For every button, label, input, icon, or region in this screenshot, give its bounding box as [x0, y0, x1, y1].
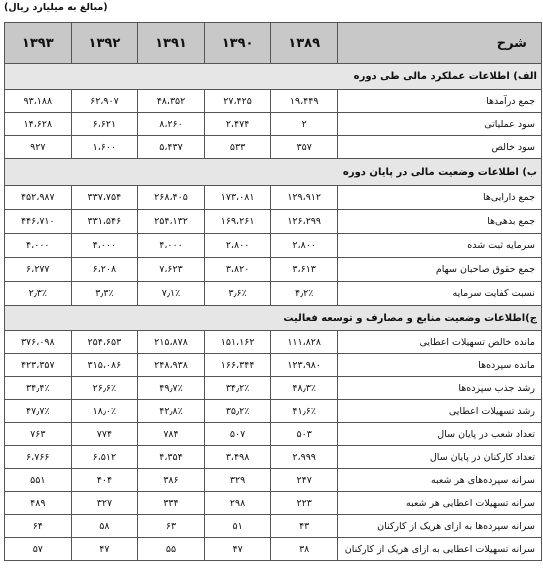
value-cell: ۳،۸۲۰	[204, 258, 271, 282]
table-row	[5, 469, 542, 492]
row-label: جمع بدهی‌ها	[337, 210, 541, 234]
value-cell: ۲۶۸،۴۰۵	[138, 186, 205, 210]
row-label: مانده سپرده‌ها	[337, 354, 541, 377]
value-cell: ۲۵۴،۶۵۳	[71, 331, 138, 354]
value-cell: ۴،۰۰۰	[71, 234, 138, 258]
table-row	[5, 331, 542, 354]
value-cell: ۲۵۴،۱۳۲	[138, 210, 205, 234]
table-row	[5, 90, 542, 113]
value-cell: ۲٫۳٪	[5, 282, 72, 306]
header-year: ۱۳۹۲	[71, 23, 138, 64]
row-label: جمع دارایی‌ها	[337, 186, 541, 210]
value-cell: ۵۳۳	[204, 136, 271, 159]
value-cell: ۱۹،۴۴۹	[271, 90, 338, 113]
value-cell: ۵۰۷	[204, 423, 271, 446]
value-cell: ۶،۶۲۱	[71, 113, 138, 136]
table-row	[5, 492, 542, 515]
table-row	[5, 377, 542, 400]
row-label: تعداد شعب در پایان سال	[337, 423, 541, 446]
row-label: سرانه تسهیلات اعطایی هر شعبه	[337, 492, 541, 515]
value-cell: ۲۲۳	[271, 492, 338, 515]
value-cell: ۳،۴۹۸	[204, 446, 271, 469]
value-cell: ۱۶۹،۲۶۱	[204, 210, 271, 234]
value-cell: ۵۷	[5, 538, 72, 561]
header-year: ۱۳۹۳	[5, 23, 72, 64]
header-label: شرح	[337, 23, 541, 64]
value-cell: ۹۳،۱۸۸	[5, 90, 72, 113]
value-cell: ۳۵٫۲٪	[204, 400, 271, 423]
value-cell: ۲،۸۰۰	[204, 234, 271, 258]
table-row	[5, 354, 542, 377]
header-row	[5, 23, 542, 64]
value-cell: ۴۷٫۷٪	[5, 400, 72, 423]
value-cell: ۴۱٫۶٪	[271, 400, 338, 423]
value-cell: ۴۰۴	[71, 469, 138, 492]
value-cell: ۳۴٫۴٪	[5, 377, 72, 400]
table-row	[5, 258, 542, 282]
section-header-row	[5, 64, 542, 90]
value-cell: ۳۲۷	[71, 492, 138, 515]
value-cell: ۶،۷۶۶	[5, 446, 72, 469]
value-cell: ۱۱۱،۸۲۸	[271, 331, 338, 354]
value-cell: ۴۲٫۸٪	[138, 400, 205, 423]
value-cell: ۳۸	[271, 538, 338, 561]
value-cell: ۲۷،۴۲۵	[204, 90, 271, 113]
value-cell: ۱۵۱،۱۶۲	[204, 331, 271, 354]
value-cell: ۱۴،۶۲۸	[5, 113, 72, 136]
value-cell: ۴۷	[71, 538, 138, 561]
table-row	[5, 234, 542, 258]
value-cell: ۱،۶۰۰	[71, 136, 138, 159]
row-label: سود عملیاتی	[337, 113, 541, 136]
value-cell: ۵۰۳	[271, 423, 338, 446]
value-cell: ۶۲،۹۰۷	[71, 90, 138, 113]
row-label: رشد تسهیلات اعطایی	[337, 400, 541, 423]
value-cell: ۲۱۵،۸۷۸	[138, 331, 205, 354]
value-cell: ۲۴۷	[271, 469, 338, 492]
value-cell: ۵۸	[71, 515, 138, 538]
value-cell: ۲،۹۹۹	[271, 446, 338, 469]
table-row	[5, 538, 542, 561]
row-label: نسبت کفایت سرمایه	[337, 282, 541, 306]
value-cell: ۲	[271, 113, 338, 136]
value-cell: ۱۷۳،۰۸۱	[204, 186, 271, 210]
value-cell: ۹۲۷	[5, 136, 72, 159]
value-cell: ۳٫۶٪	[204, 282, 271, 306]
value-cell: ۴۹٫۷٪	[138, 377, 205, 400]
value-cell: ۳۷۶،۰۹۸	[5, 331, 72, 354]
value-cell: ۲۹۸	[204, 492, 271, 515]
value-cell: ۱۲۳،۹۸۰	[271, 354, 338, 377]
value-cell: ۱۶۶،۳۴۴	[204, 354, 271, 377]
section-title: ج)اطلاعات وضعیت منابع و مصارف و توسعه فعالیت	[5, 306, 542, 331]
value-cell: ۳۸۶	[138, 469, 205, 492]
row-label: جمع درآمدها	[337, 90, 541, 113]
value-cell: ۶،۲۰۸	[71, 258, 138, 282]
value-cell: ۲،۴۷۴	[204, 113, 271, 136]
value-cell: ۳۳۷،۷۵۴	[71, 186, 138, 210]
value-cell: ۲۴۸،۹۳۸	[138, 354, 205, 377]
value-cell: ۵۵	[138, 538, 205, 561]
value-cell: ۴،۰۰۰	[138, 234, 205, 258]
value-cell: ۴،۳۵۴	[138, 446, 205, 469]
value-cell: ۴۸،۳۵۲	[138, 90, 205, 113]
row-label: سود خالص	[337, 136, 541, 159]
value-cell: ۷،۶۲۳	[138, 258, 205, 282]
value-cell: ۴٫۲٪	[271, 282, 338, 306]
value-cell: ۶۴	[5, 515, 72, 538]
section-header-row	[5, 159, 542, 186]
value-cell: ۳۵۷	[271, 136, 338, 159]
row-label: رشد جذب سپرده‌ها	[337, 377, 541, 400]
value-cell: ۷۶۳	[5, 423, 72, 446]
value-cell: ۱۲۹،۹۱۲	[271, 186, 338, 210]
value-cell: ۳،۶۱۳	[271, 258, 338, 282]
value-cell: ۳۴٫۲٪	[204, 377, 271, 400]
value-cell: ۳۲۹	[204, 469, 271, 492]
table-row	[5, 113, 542, 136]
header-year: ۱۳۸۹	[271, 23, 338, 64]
header-year: ۱۳۹۱	[138, 23, 205, 64]
section-title: ب) اطلاعات وضعیت مالی در پایان دوره	[5, 159, 542, 186]
value-cell: ۷۷۴	[71, 423, 138, 446]
value-cell: ۳۳۴	[138, 492, 205, 515]
value-cell: ۴۴۶،۷۱۰	[5, 210, 72, 234]
table-row	[5, 186, 542, 210]
row-label: سرانه سپرده‌های هر شعبه	[337, 469, 541, 492]
value-cell: ۴۸٫۳٪	[271, 377, 338, 400]
row-label: سرانه سپرده‌ها به ازای هریک از کارکنان	[337, 515, 541, 538]
value-cell: ۳۳۱،۵۴۶	[71, 210, 138, 234]
row-label: مانده خالص تسهیلات اعطایی	[337, 331, 541, 354]
row-label: سرانه تسهیلات اعطایی به ازای هریک از کارکنان	[337, 538, 541, 561]
value-cell: ۴۲۳،۳۵۷	[5, 354, 72, 377]
table-row	[5, 446, 542, 469]
value-cell: ۵،۴۳۷	[138, 136, 205, 159]
value-cell: ۵۵۱	[5, 469, 72, 492]
value-cell: ۷۸۴	[138, 423, 205, 446]
value-cell: ۳٫۳٪	[71, 282, 138, 306]
row-label: سرمایه ثبت شده	[337, 234, 541, 258]
header-year: ۱۳۹۰	[204, 23, 271, 64]
value-cell: ۴۳	[271, 515, 338, 538]
value-cell: ۴،۰۰۰	[5, 234, 72, 258]
value-cell: ۲۶٫۶٪	[71, 377, 138, 400]
row-label: تعداد کارکنان در پایان سال	[337, 446, 541, 469]
table-row	[5, 515, 542, 538]
value-cell: ۱۲۶،۲۹۹	[271, 210, 338, 234]
row-label: جمع حقوق صاحبان سهام	[337, 258, 541, 282]
unit-note: (مبالغ به میلیارد ریال)	[4, 2, 108, 13]
table-row	[5, 210, 542, 234]
value-cell: ۴۷	[204, 538, 271, 561]
value-cell: ۴۸۹	[5, 492, 72, 515]
value-cell: ۲،۸۰۰	[271, 234, 338, 258]
table-row	[5, 136, 542, 159]
table-body	[5, 64, 542, 561]
section-header-row	[5, 306, 542, 331]
value-cell: ۶،۲۷۷	[5, 258, 72, 282]
value-cell: ۱۸٫۰٪	[71, 400, 138, 423]
value-cell: ۵۱	[204, 515, 271, 538]
value-cell: ۸،۲۶۰	[138, 113, 205, 136]
value-cell: ۷٫۱٪	[138, 282, 205, 306]
value-cell: ۶۳	[138, 515, 205, 538]
value-cell: ۴۵۲،۹۸۷	[5, 186, 72, 210]
table-row	[5, 400, 542, 423]
financial-table	[4, 22, 542, 561]
value-cell: ۶،۵۱۲	[71, 446, 138, 469]
value-cell: ۳۱۵،۰۸۶	[71, 354, 138, 377]
section-title: الف) اطلاعات عملکرد مالی طی دوره	[5, 64, 542, 90]
table-row	[5, 282, 542, 306]
table-row	[5, 423, 542, 446]
